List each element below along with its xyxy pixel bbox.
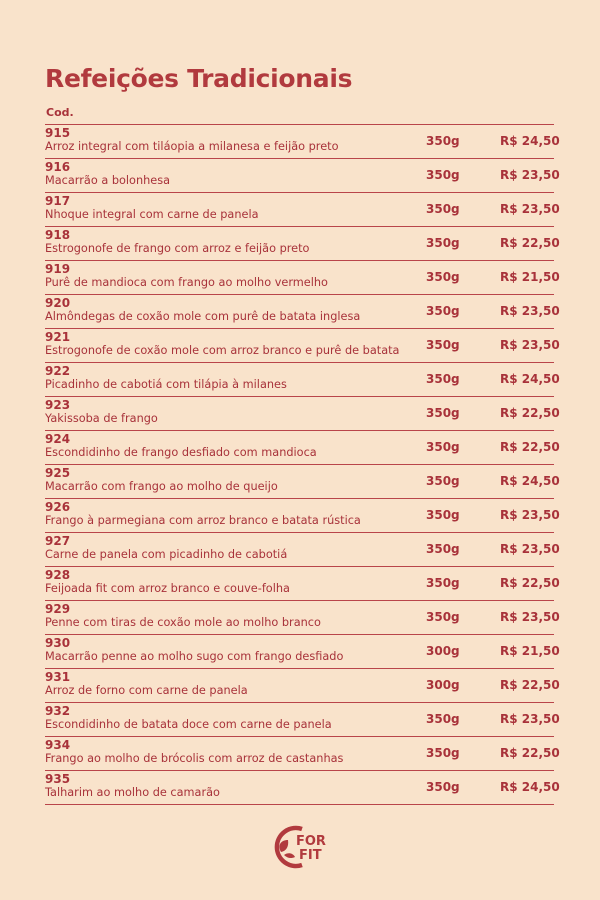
item-code: 932 (45, 704, 71, 718)
item-price: R$ 23,50 (500, 338, 560, 352)
item-price: R$ 23,50 (500, 304, 560, 318)
menu-row (45, 635, 560, 669)
menu-row (45, 159, 560, 193)
item-weight: 350g (426, 270, 460, 284)
item-weight: 350g (426, 168, 460, 182)
item-price: R$ 24,50 (500, 780, 560, 794)
item-weight: 350g (426, 712, 460, 726)
menu-row (45, 567, 560, 601)
item-description: Macarrão penne ao molho sugo com frango desfiado (45, 650, 344, 663)
item-description: Frango à parmegiana com arroz branco e batata rústica (45, 514, 361, 527)
menu-row (45, 261, 560, 295)
item-weight: 350g (426, 576, 460, 590)
item-code: 921 (45, 330, 71, 344)
item-code: 928 (45, 568, 71, 582)
item-price: R$ 23,50 (500, 202, 560, 216)
item-price: R$ 23,50 (500, 168, 560, 182)
item-code: 916 (45, 160, 71, 174)
menu-row (45, 193, 560, 227)
item-weight: 350g (426, 134, 460, 148)
menu-table (45, 124, 560, 805)
item-price: R$ 22,50 (500, 576, 560, 590)
page-title: Refeições Tradicionais (45, 64, 353, 93)
item-description: Macarrão com frango ao molho de queijo (45, 480, 278, 493)
item-description: Nhoque integral com carne de panela (45, 208, 259, 221)
item-price: R$ 22,50 (500, 406, 560, 420)
menu-row (45, 397, 560, 431)
item-description: Arroz integral com tiláopia a milanesa e feijão preto (45, 140, 339, 153)
item-code: 915 (45, 126, 71, 140)
item-weight: 350g (426, 338, 460, 352)
item-weight: 350g (426, 474, 460, 488)
code-column-header: Cod. (46, 106, 74, 119)
item-code: 919 (45, 262, 71, 276)
item-description: Frango ao molho de brócolis com arroz de castanhas (45, 752, 344, 765)
menu-row (45, 295, 560, 329)
item-code: 924 (45, 432, 71, 446)
item-price: R$ 23,50 (500, 542, 560, 556)
item-weight: 350g (426, 406, 460, 420)
item-description: Talharim ao molho de camarão (45, 786, 220, 799)
item-price: R$ 22,50 (500, 440, 560, 454)
logo-text-bottom: FIT (299, 848, 322, 863)
leaf-icon-small (284, 853, 295, 858)
item-price: R$ 23,50 (500, 712, 560, 726)
menu-row (45, 601, 560, 635)
item-description: Arroz de forno com carne de panela (45, 684, 248, 697)
item-code: 925 (45, 466, 71, 480)
item-code: 917 (45, 194, 71, 208)
item-description: Almôndegas de coxão mole com purê de batata inglesa (45, 310, 361, 323)
item-code: 934 (45, 738, 71, 752)
menu-row (45, 431, 560, 465)
item-price: R$ 22,50 (500, 236, 560, 250)
item-weight: 350g (426, 372, 460, 386)
item-weight: 300g (426, 678, 460, 692)
item-price: R$ 23,50 (500, 508, 560, 522)
item-description: Escondidinho de frango desfiado com mandioca (45, 446, 317, 459)
item-code: 920 (45, 296, 71, 310)
item-weight: 350g (426, 440, 460, 454)
item-weight: 350g (426, 508, 460, 522)
item-code: 930 (45, 636, 71, 650)
item-code: 926 (45, 500, 71, 514)
menu-row (45, 703, 560, 737)
menu-row (45, 363, 560, 397)
item-weight: 350g (426, 236, 460, 250)
item-price: R$ 22,50 (500, 678, 560, 692)
item-price: R$ 24,50 (500, 372, 560, 386)
item-description: Purê de mandioca com frango ao molho vermelho (45, 276, 328, 289)
item-code: 935 (45, 772, 71, 786)
item-description: Estrogonofe de coxão mole com arroz branco e purê de batata (45, 344, 400, 357)
item-description: Escondidinho de batata doce com carne de panela (45, 718, 332, 731)
menu-row (45, 669, 560, 703)
item-price: R$ 22,50 (500, 746, 560, 760)
menu-row (45, 499, 560, 533)
logo-text-top: FOR (296, 834, 326, 849)
item-price: R$ 23,50 (500, 610, 560, 624)
item-code: 923 (45, 398, 71, 412)
item-description: Macarrão a bolonhesa (45, 174, 171, 187)
item-code: 918 (45, 228, 71, 242)
item-code: 931 (45, 670, 71, 684)
item-description: Penne com tiras de coxão mole ao molho branco (45, 616, 321, 629)
menu-row (45, 227, 560, 261)
item-weight: 350g (426, 610, 460, 624)
item-price: R$ 24,50 (500, 474, 560, 488)
forfit-logo (265, 822, 337, 870)
item-weight: 350g (426, 780, 460, 794)
menu-row (45, 533, 560, 567)
item-weight: 300g (426, 644, 460, 658)
leaf-icon (279, 840, 288, 852)
item-price: R$ 21,50 (500, 644, 560, 658)
menu-row (45, 771, 560, 805)
menu-row (45, 737, 560, 771)
item-description: Estrogonofe de frango com arroz e feijão preto (45, 242, 310, 255)
item-weight: 350g (426, 304, 460, 318)
item-description: Yakissoba de frango (45, 412, 158, 425)
menu-row (45, 465, 560, 499)
menu-row (45, 125, 560, 159)
item-weight: 350g (426, 542, 460, 556)
item-description: Carne de panela com picadinho de cabotiá (45, 548, 288, 561)
item-weight: 350g (426, 746, 460, 760)
item-code: 922 (45, 364, 71, 378)
item-code: 929 (45, 602, 71, 616)
item-description: Picadinho de cabotiá com tilápia à milanes (45, 378, 287, 391)
item-price: R$ 24,50 (500, 134, 560, 148)
item-price: R$ 21,50 (500, 270, 560, 284)
item-code: 927 (45, 534, 71, 548)
menu-row (45, 329, 560, 363)
item-weight: 350g (426, 202, 460, 216)
item-description: Feijoada fit com arroz branco e couve-folha (45, 582, 290, 595)
